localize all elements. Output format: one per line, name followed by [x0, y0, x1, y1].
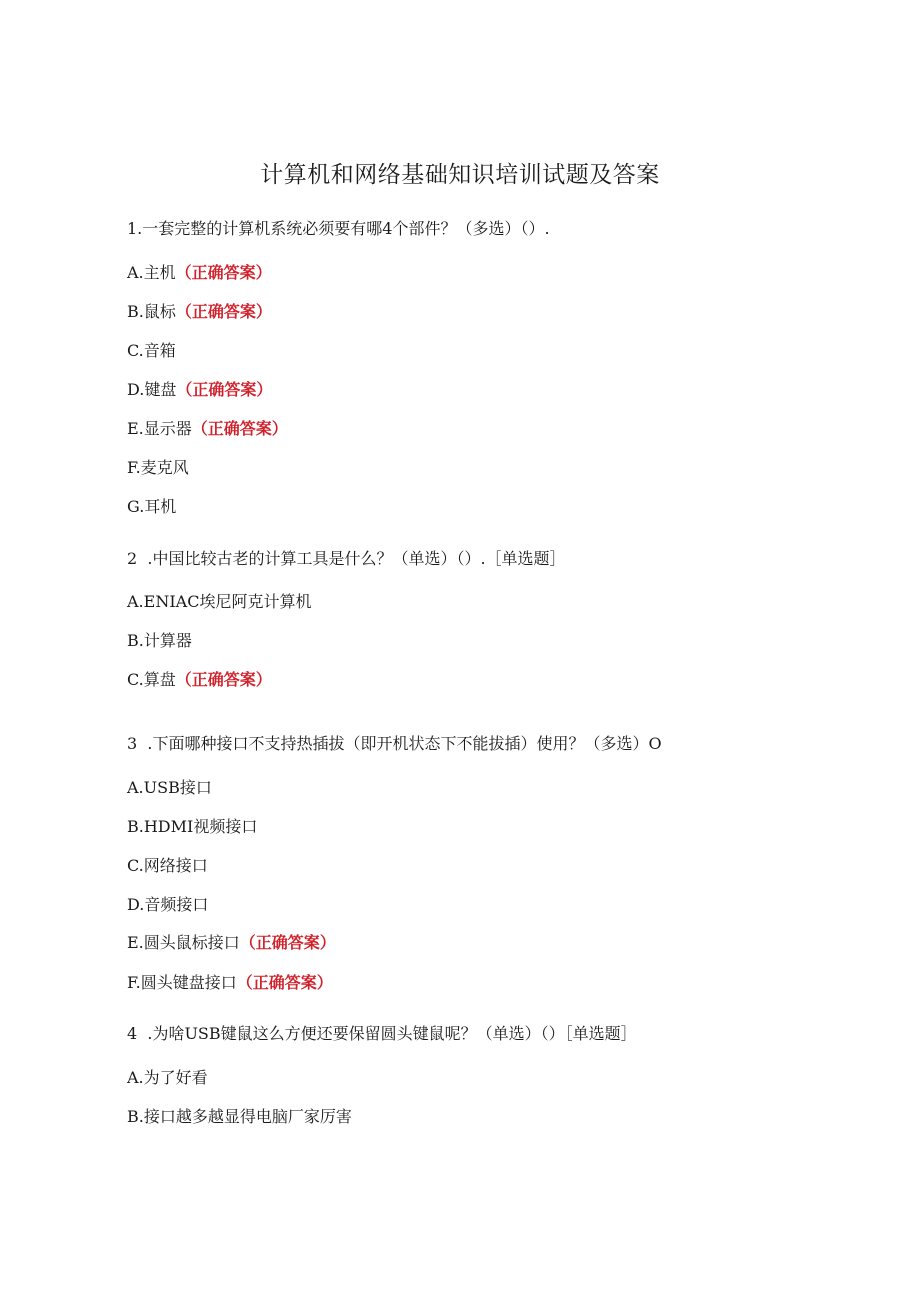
option-text: B.HDMI视频接口 — [127, 817, 258, 836]
option-text: D.音频接口 — [127, 895, 209, 914]
answer-option — [127, 379, 272, 401]
answer-option — [127, 1106, 352, 1128]
correct-answer-marker: （正确答案） — [175, 263, 272, 282]
answer-option — [127, 591, 311, 613]
option-text: B.鼠标 — [127, 302, 176, 321]
question-stem: 1.一套完整的计算机系统必须要有哪4个部件？（多选）（）. — [127, 219, 550, 238]
answer-option — [127, 496, 176, 518]
correct-answer-marker: （正确答案） — [239, 933, 336, 952]
answer-option — [127, 457, 189, 479]
answer-option — [127, 972, 333, 994]
answer-option — [127, 262, 272, 284]
answer-option — [127, 816, 257, 838]
option-text: A.主机 — [127, 263, 176, 282]
answer-option — [127, 340, 176, 362]
correct-answer-marker: （正确答案） — [191, 419, 288, 438]
answer-option — [127, 777, 212, 799]
option-text: B.计算器 — [127, 631, 192, 650]
option-text: E.显示器 — [127, 419, 192, 438]
option-text: D.键盘 — [127, 380, 177, 399]
correct-answer-marker: （正确答案） — [175, 302, 272, 321]
question-stem: 2 .中国比较古老的计算工具是什么？（单选）（）.［单选题］ — [127, 549, 566, 568]
answer-option — [127, 630, 192, 652]
option-text: C.音箱 — [127, 341, 176, 360]
answer-option — [127, 894, 208, 916]
option-text: F.麦克风 — [127, 458, 189, 477]
answer-option — [127, 932, 336, 954]
option-text: G.耳机 — [127, 497, 177, 516]
answer-option — [127, 669, 272, 691]
option-text: C.算盘 — [127, 670, 176, 689]
option-text: B.接口越多越显得电脑厂家厉害 — [127, 1107, 352, 1126]
document-title: 计算机和网络基础知识培训试题及答案 — [260, 162, 660, 188]
answer-option — [127, 418, 288, 440]
correct-answer-marker: （正确答案） — [236, 973, 333, 992]
option-text: A.USB接口 — [127, 778, 212, 797]
question-stem: 4 .为啥USB键鼠这么方便还要保留圆头键鼠呢？（单选）（）［单选题］ — [127, 1024, 637, 1043]
option-text: E.圆头鼠标接口 — [127, 933, 240, 952]
answer-option — [127, 1067, 208, 1089]
correct-answer-marker: （正确答案） — [175, 670, 272, 689]
question-stem: 3 .下面哪种接口不支持热插拔（即开机状态下不能拔插）使用？（多选）O — [127, 734, 662, 753]
option-text: A.为了好看 — [127, 1068, 208, 1087]
correct-answer-marker: （正确答案） — [176, 380, 273, 399]
answer-option — [127, 855, 208, 877]
option-text: C.网络接口 — [127, 856, 208, 875]
option-text: F.圆头键盘接口 — [127, 973, 237, 992]
answer-option — [127, 301, 272, 323]
option-text: A.ENIAC埃尼阿克计算机 — [127, 592, 312, 611]
